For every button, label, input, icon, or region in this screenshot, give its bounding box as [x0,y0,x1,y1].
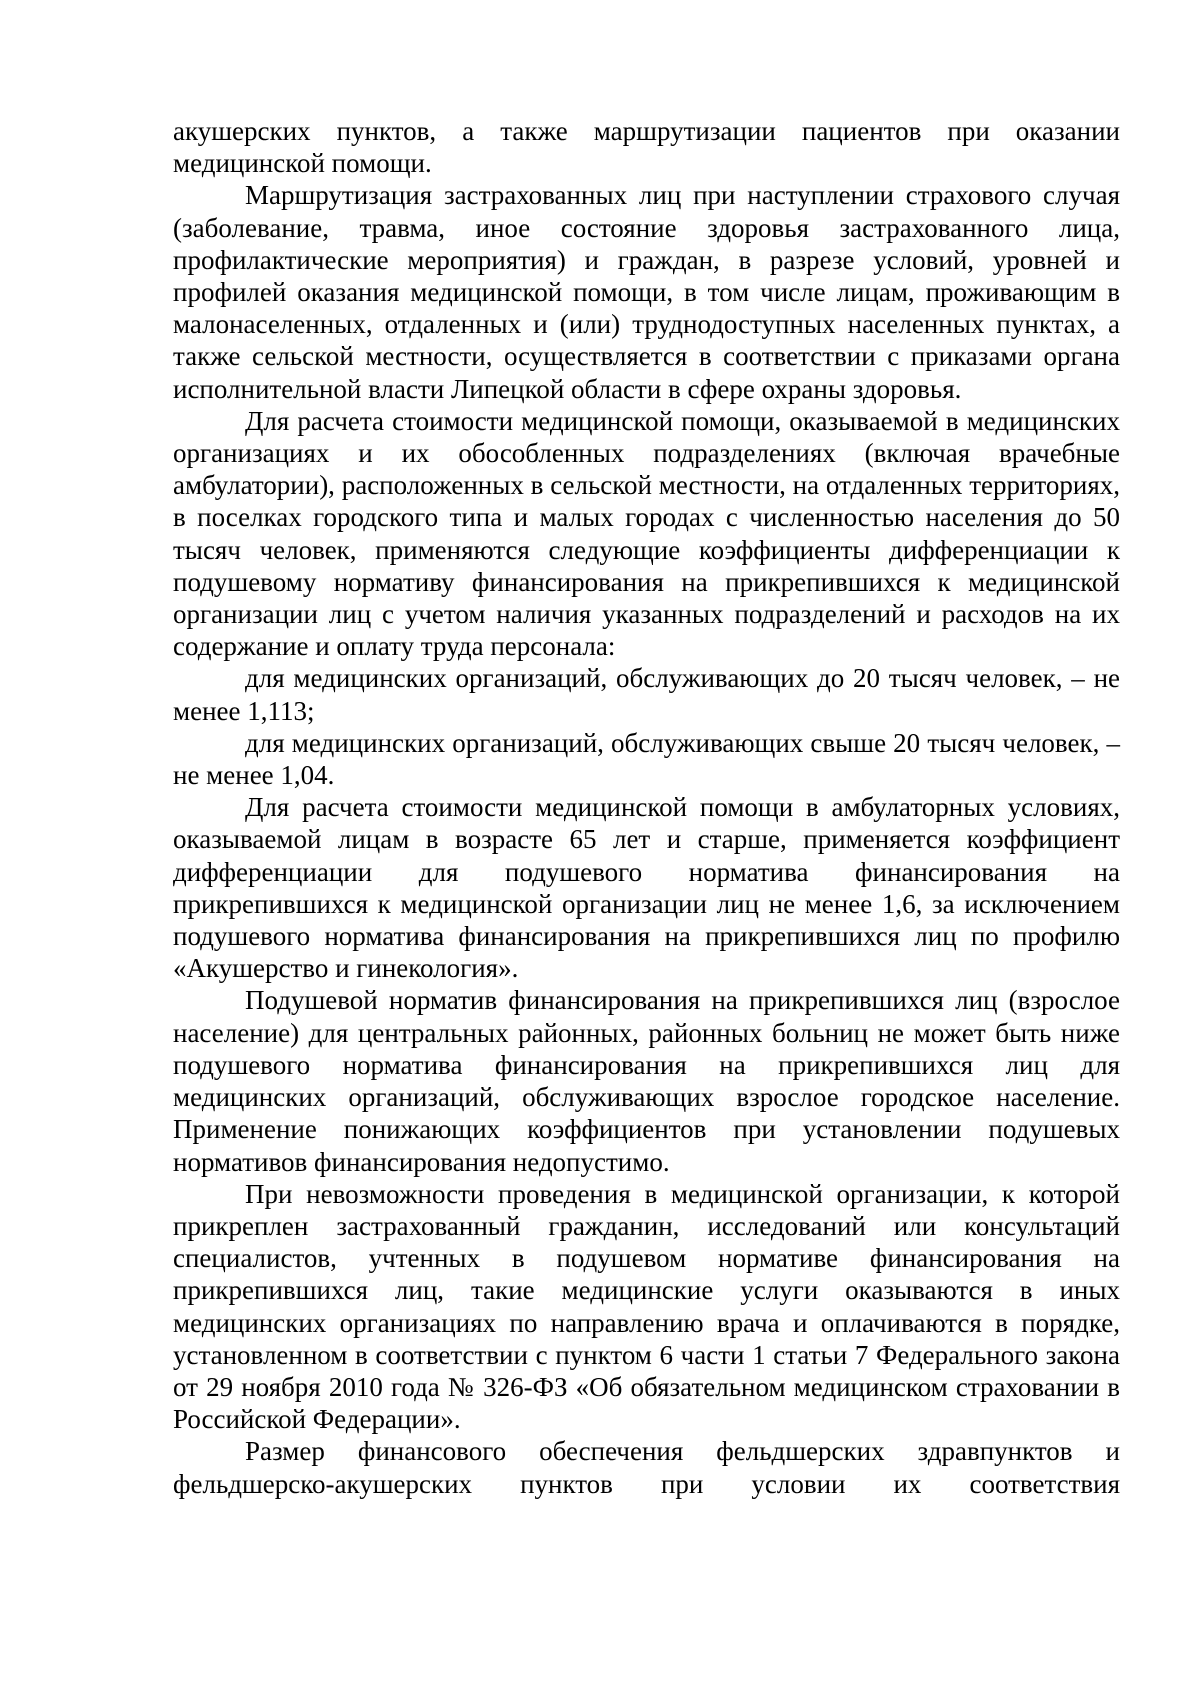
paragraph-coefficient-over-20k: для медицинских организаций, обслуживающих свыше 20 тысяч человек, – не менее 1,04. [173,727,1120,791]
paragraph-feldsher-funding: Размер финансового обеспечения фельдшерских здравпунктов и фельдшерско-акушерских пунктов при условии их соответствия [173,1436,1120,1499]
paragraph-rural-coefficients: Для расчета стоимости медицинской помощи, оказываемой в медицинских организациях и их обособленных подразделениях (включая врачебные амбулатории), расположенных в сельской местности, на отдаленных территориях, в поселках городского типа и малых городах с численностью населения до 50 тысяч человек, применяются следующие коэффициенты дифференциации к подушевому нормативу финансирования на прикрепившихся к медицинской организации лиц с учетом наличия указанных подразделений и расходов на их содержание и оплату труда персонала: [173,405,1120,662]
paragraph-patient-routing: Маршрутизация застрахованных лиц при наступлении страхового случая (заболевание, травма, иное состояние здоровья застрахованного лица, профилактические мероприятия) и граждан, в разрезе условий, уровней и профилей оказания медицинской помощи, в том числе лицам, проживающим в малонаселенных, отдаленных и (или) труднодоступных населенных пунктах, а также сельской местности, осуществляется в соответствии с приказами органа исполнительной власти Липецкой области в сфере охраны здоровья. [173,180,1120,404]
paragraph-continuation: акушерских пунктов, а также маршрутизации пациентов при оказании медицинской помощи. [173,116,1120,179]
paragraph-elderly-coefficient: Для расчета стоимости медицинской помощи в амбулаторных условиях, оказываемой лицам в возрасте 65 лет и старше, применяется коэффициент дифференциации для подушевого норматива финансирования на прикрепившихся к медицинской организации лиц не менее 1,6, за исключением подушевого норматива финансирования на прикрепившихся лиц по профилю «Акушерство и гинекология». [173,792,1120,984]
paragraph-per-capita-norm: Подушевой норматив финансирования на прикрепившихся лиц (взрослое население) для центральных районных, районных больниц не может быть ниже подушевого норматива финансирования на прикрепившихся лиц для медицинских организаций, обслуживающих взрослое городское население. Применение понижающих коэффициентов при установлении подушевых нормативов финансирования недопустимо. [173,985,1120,1177]
paragraph-coefficient-up-to-20k: для медицинских организаций, обслуживающих до 20 тысяч человек, – не менее 1,113; [173,663,1120,726]
paragraph-referral-services: При невозможности проведения в медицинской организации, к которой прикреплен застрахованный гражданин, исследований или консультаций специалистов, учтенных в подушевом нормативе финансирования на прикрепившихся лиц, такие медицинские услуги оказываются в иных медицинских организациях по направлению врача и оплачиваются в порядке, установленном в соответствии с пунктом 6 части 1 статьи 7 Федерального закона от 29 ноября 2010 года № 326-ФЗ «Об обязательном медицинском страховании в Российской Федерации». [173,1178,1120,1435]
document-page [173,115,1120,1500]
